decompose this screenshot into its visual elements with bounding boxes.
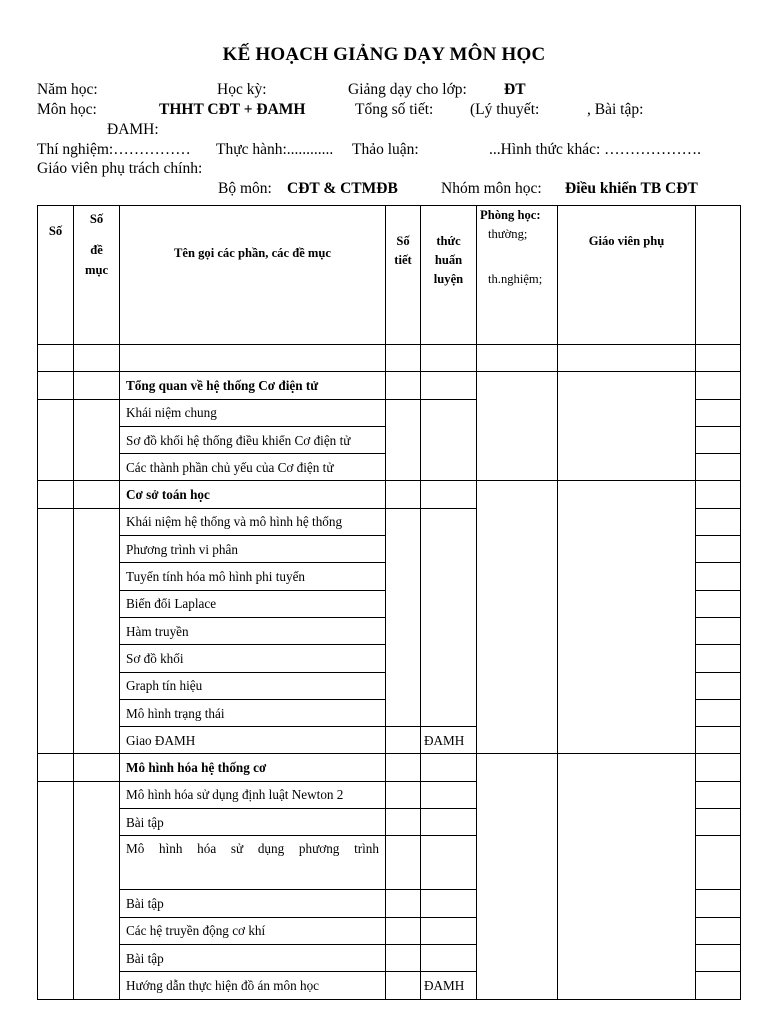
bo-mon-value: CĐT & CTMĐB (287, 180, 398, 197)
nam-hoc-label: Năm học: (37, 81, 98, 98)
header-so: Số (38, 206, 74, 345)
topic-name: Bài tập (120, 890, 386, 917)
table-row (38, 372, 741, 399)
topic-name: Mô hình hóa sử dụng phương trình (120, 836, 386, 890)
header-so-de-muc: Số đề mục (74, 206, 120, 345)
nhom-mon-value: Điều khiển TB CĐT (565, 180, 698, 197)
topic-name: Bài tập (120, 809, 386, 836)
topic-name: Hàm truyền (120, 617, 386, 644)
topic-name: Sơ đồ khối hệ thống điều khiển Cơ điện tử (120, 426, 386, 453)
damh-label: ĐAMH: (107, 121, 159, 138)
topic-name: Mô hình hóa sử dụng định luật Newton 2 (120, 781, 386, 808)
header-giao-vien-phu: Giáo viên phụ (558, 206, 696, 345)
section-title: Tổng quan về hệ thống Cơ điện tử (120, 372, 386, 399)
mon-hoc-value: THHT CĐT + ĐAMH (159, 101, 306, 118)
topic-name: Sơ đồ khối (120, 645, 386, 672)
thi-nghiem-label: Thí nghiệm:…………… (37, 141, 191, 158)
training-type: ĐAMH (421, 727, 477, 754)
topic-name: Hướng dẫn thực hiện đồ án môn học (120, 972, 386, 999)
table-header-row (38, 206, 741, 345)
page-title: KẾ HOẠCH GIẢNG DẠY MÔN HỌC (222, 44, 546, 65)
section-title: Mô hình hóa hệ thống cơ (120, 754, 386, 781)
giang-day-value: ĐT (504, 81, 526, 98)
table-row (38, 754, 741, 781)
topic-name: Các hệ truyền động cơ khí (120, 917, 386, 944)
training-type: ĐAMH (421, 972, 477, 999)
thuc-hanh-label: Thực hành:............ (216, 141, 334, 158)
header-extra (696, 206, 741, 345)
header-so-tiet: Số tiết (386, 206, 421, 345)
topic-name: Bài tập (120, 944, 386, 971)
giao-vien-label: Giáo viên phụ trách chính: (37, 160, 203, 177)
ly-thuyet-label: (Lý thuyết: (470, 101, 540, 118)
topic-name: Khái niệm hệ thống và mô hình hệ thống (120, 508, 386, 535)
tong-so-tiet-label: Tổng số tiết: (355, 101, 434, 118)
table-row (38, 345, 741, 372)
topic-name: Các thành phần chủ yếu của Cơ điện tử (120, 454, 386, 481)
section-title: Cơ sở toán học (120, 481, 386, 508)
hinh-thuc-khac-label: ...Hình thức khác: ………………. (489, 141, 702, 158)
bo-mon-label: Bộ môn: (218, 180, 272, 197)
bai-tap-label: , Bài tập: (587, 101, 644, 118)
teaching-plan-table (37, 205, 741, 1000)
topic-name: Giao ĐAMH (120, 727, 386, 754)
header-phong-hoc: Phòng học: thường; th.nghiệm; (477, 206, 558, 345)
giang-day-label: Giảng dạy cho lớp: (348, 81, 467, 98)
nhom-mon-label: Nhóm môn học: (441, 180, 542, 197)
topic-name: Graph tín hiệu (120, 672, 386, 699)
hoc-ky-label: Học kỳ: (217, 81, 267, 98)
header-thuc-huan-luyen: thức huấn luyện (421, 206, 477, 345)
topic-name: Tuyến tính hóa mô hình phi tuyến (120, 563, 386, 590)
topic-name: Khái niệm chung (120, 399, 386, 426)
topic-name (120, 345, 386, 372)
topic-name: Mô hình trạng thái (120, 699, 386, 726)
header-ten-goi: Tên gọi các phần, các đề mục (120, 206, 386, 345)
thao-luan-label: Thảo luận: (352, 141, 419, 158)
topic-name: Biến đổi Laplace (120, 590, 386, 617)
topic-name: Phương trình vi phân (120, 536, 386, 563)
mon-hoc-label: Môn học: (37, 101, 97, 118)
table-row (38, 481, 741, 508)
